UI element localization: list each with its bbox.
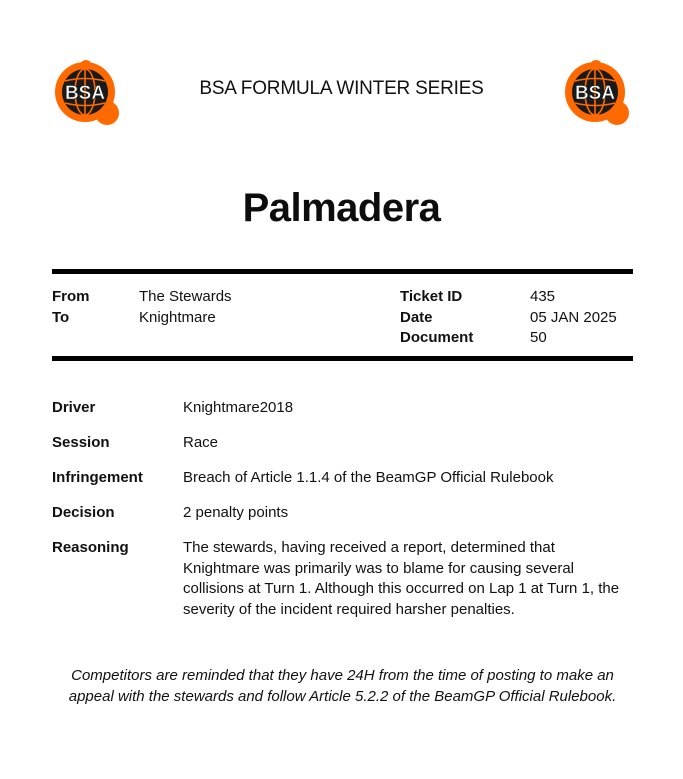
svg-text:BSA: BSA (64, 83, 106, 104)
session-label: Session (52, 434, 110, 451)
driver-label: Driver (52, 399, 96, 416)
decision-details (52, 398, 633, 635)
detail-row-decision (52, 503, 633, 524)
series-title: BSA FORMULA WINTER SERIES (199, 78, 484, 99)
meta-from-to (52, 287, 232, 328)
infringement-value: Breach of Article 1.1.4 of the BeamGP Official Rulebook (183, 469, 554, 486)
ticket-id-value: 435 (530, 288, 556, 305)
document-value: 50 (530, 329, 547, 346)
svg-text:BSA: BSA (574, 83, 616, 104)
meta-row-date (400, 308, 617, 329)
from-label: From (52, 288, 90, 305)
infringement-label: Infringement (52, 469, 143, 486)
appeal-notice: Competitors are reminded that they have 24H from the time of posting to make an appeal with the stewards and follow Article 5.2.2 of the BeamGP Official Rulebook. (68, 667, 617, 705)
divider-top (52, 269, 633, 274)
detail-row-infringement (52, 468, 633, 489)
divider-bottom (52, 356, 633, 361)
detail-row-driver (52, 398, 633, 419)
meta-row-from (52, 287, 232, 308)
reasoning-label: Reasoning (52, 539, 129, 556)
meta-row-to (52, 308, 232, 329)
document-title: Palmadera (242, 186, 441, 230)
ticket-id-label: Ticket ID (400, 288, 463, 305)
document-label: Document (400, 329, 474, 346)
bsa-logo-right (561, 58, 633, 126)
date-value: 05 JAN 2025 (530, 308, 617, 326)
session-value: Race (183, 434, 219, 451)
to-label: To (52, 308, 70, 326)
reasoning-value: The stewards, having received a report, determined that Knightmare was primarily was to blame for causing several collisions at Turn 1. Although this occurred on Lap 1 at Turn 1, the severity of the incident required harsher penalties. (183, 539, 620, 618)
date-label: Date (400, 308, 433, 326)
to-value: Knightmare (139, 308, 216, 326)
driver-value: Knightmare2018 (183, 399, 294, 416)
meta-row-document (400, 328, 617, 349)
meta-ticket-info (400, 287, 617, 349)
decision-value: 2 penalty points (183, 504, 289, 521)
globe-logo-icon (561, 58, 633, 126)
from-value: The Stewards (139, 288, 232, 305)
detail-row-reasoning (52, 538, 633, 620)
decision-label: Decision (52, 504, 115, 521)
meta-row-ticket (400, 287, 617, 308)
detail-row-session (52, 433, 633, 454)
